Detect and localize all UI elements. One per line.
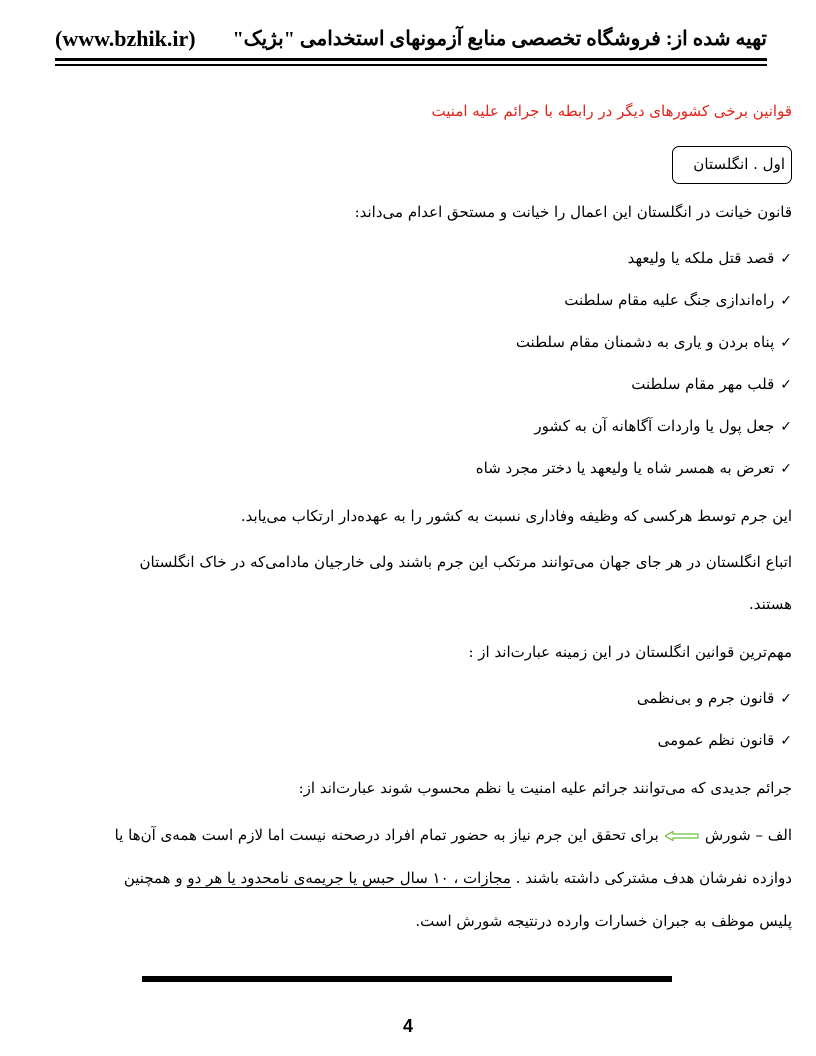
laws-intro: مهم‌ترین قوانین انگلستان در این زمینه عبارت‌اند از : xyxy=(468,643,792,661)
page-header xyxy=(55,24,767,54)
list-item: ✓قانون نظم عمومی xyxy=(657,731,792,749)
list-item: ✓جعل پول یا واردات آگاهانه آن به کشور xyxy=(534,417,792,435)
checkmark-icon: ✓ xyxy=(780,419,792,435)
list-item: ✓پناه بردن و یاری به دشمنان مقام سلطنت xyxy=(515,333,792,351)
left-arrow-icon xyxy=(665,831,699,841)
checkmark-icon: ✓ xyxy=(780,335,792,351)
penalty-text: مجازات ، ۱۰ سال حبس یا جریمه‌ی نامحدود یا هر دو xyxy=(187,869,511,887)
list-item: ✓تعرض به همسر شاه یا ولیعهد یا دختر مجرد شاه xyxy=(475,459,792,477)
page-number: 4 xyxy=(402,1016,413,1036)
riot-description: برای تحقق این جرم نیاز به حضور تمام افراد درصحنه نیست اما لازم است همه‌ی آن‌ها یا xyxy=(114,826,659,844)
footer-rule xyxy=(142,976,672,982)
header-rule-thick xyxy=(55,58,767,61)
list-item: ✓قلب مهر مقام سلطنت xyxy=(631,375,792,393)
riot-line-2: دوازده نفرشان هدف مشترکی داشته باشند . مجازات ، ۱۰ سال حبس یا جریمه‌ی نامحدود یا هر دو و همچنین xyxy=(123,869,792,887)
paragraph: اتباع انگلستان در هر جای جهان می‌توانند مرتکب این جرم باشند ولی خارجیان مادامی‌که در خاک انگلستان xyxy=(139,553,792,571)
header-url: (www.bzhik.ir) xyxy=(55,26,196,51)
checkmark-icon: ✓ xyxy=(780,293,792,309)
country-heading-box xyxy=(672,146,792,184)
checkmark-icon: ✓ xyxy=(780,461,792,477)
riot-line-1 xyxy=(115,826,792,844)
riot-label: الف – شورش xyxy=(704,826,792,844)
header-rule-thin xyxy=(55,64,767,66)
checkmark-icon: ✓ xyxy=(780,691,792,707)
checkmark-icon: ✓ xyxy=(780,251,792,267)
intro-text: قانون خیانت در انگلستان این اعمال را خیانت و مستحق اعدام می‌داند: xyxy=(354,203,792,221)
country-heading: اول . انگلستان xyxy=(693,155,785,173)
list-item: ✓قانون جرم و بی‌نظمی xyxy=(636,689,792,707)
checkmark-icon: ✓ xyxy=(780,377,792,393)
checkmark-icon: ✓ xyxy=(780,733,792,749)
header-credit: تهیه شده از: فروشگاه تخصصی منابع آزمونهای استخدامی "بژیک" xyxy=(232,28,767,50)
list-item: ✓قصد قتل ملکه یا ولیعهد xyxy=(627,249,792,267)
section-title: قوانین برخی کشورهای دیگر در رابطه با جرائم علیه امنیت xyxy=(431,102,792,120)
list-item: ✓راه‌اندازی جنگ علیه مقام سلطنت xyxy=(564,291,792,309)
new-crimes-intro: جرائم جدیدی که می‌توانند جرائم علیه امنیت یا نظم محسوب شوند عبارت‌اند از: xyxy=(298,779,792,797)
riot-line-3: پلیس موظف به جبران خسارات وارده درنتیجه شورش است. xyxy=(415,912,792,930)
paragraph: هستند. xyxy=(749,595,792,613)
paragraph: این جرم توسط هرکسی که وظیفه وفاداری نسبت به کشور را به عهده‌دار ارتکاب می‌یابد. xyxy=(240,507,792,525)
